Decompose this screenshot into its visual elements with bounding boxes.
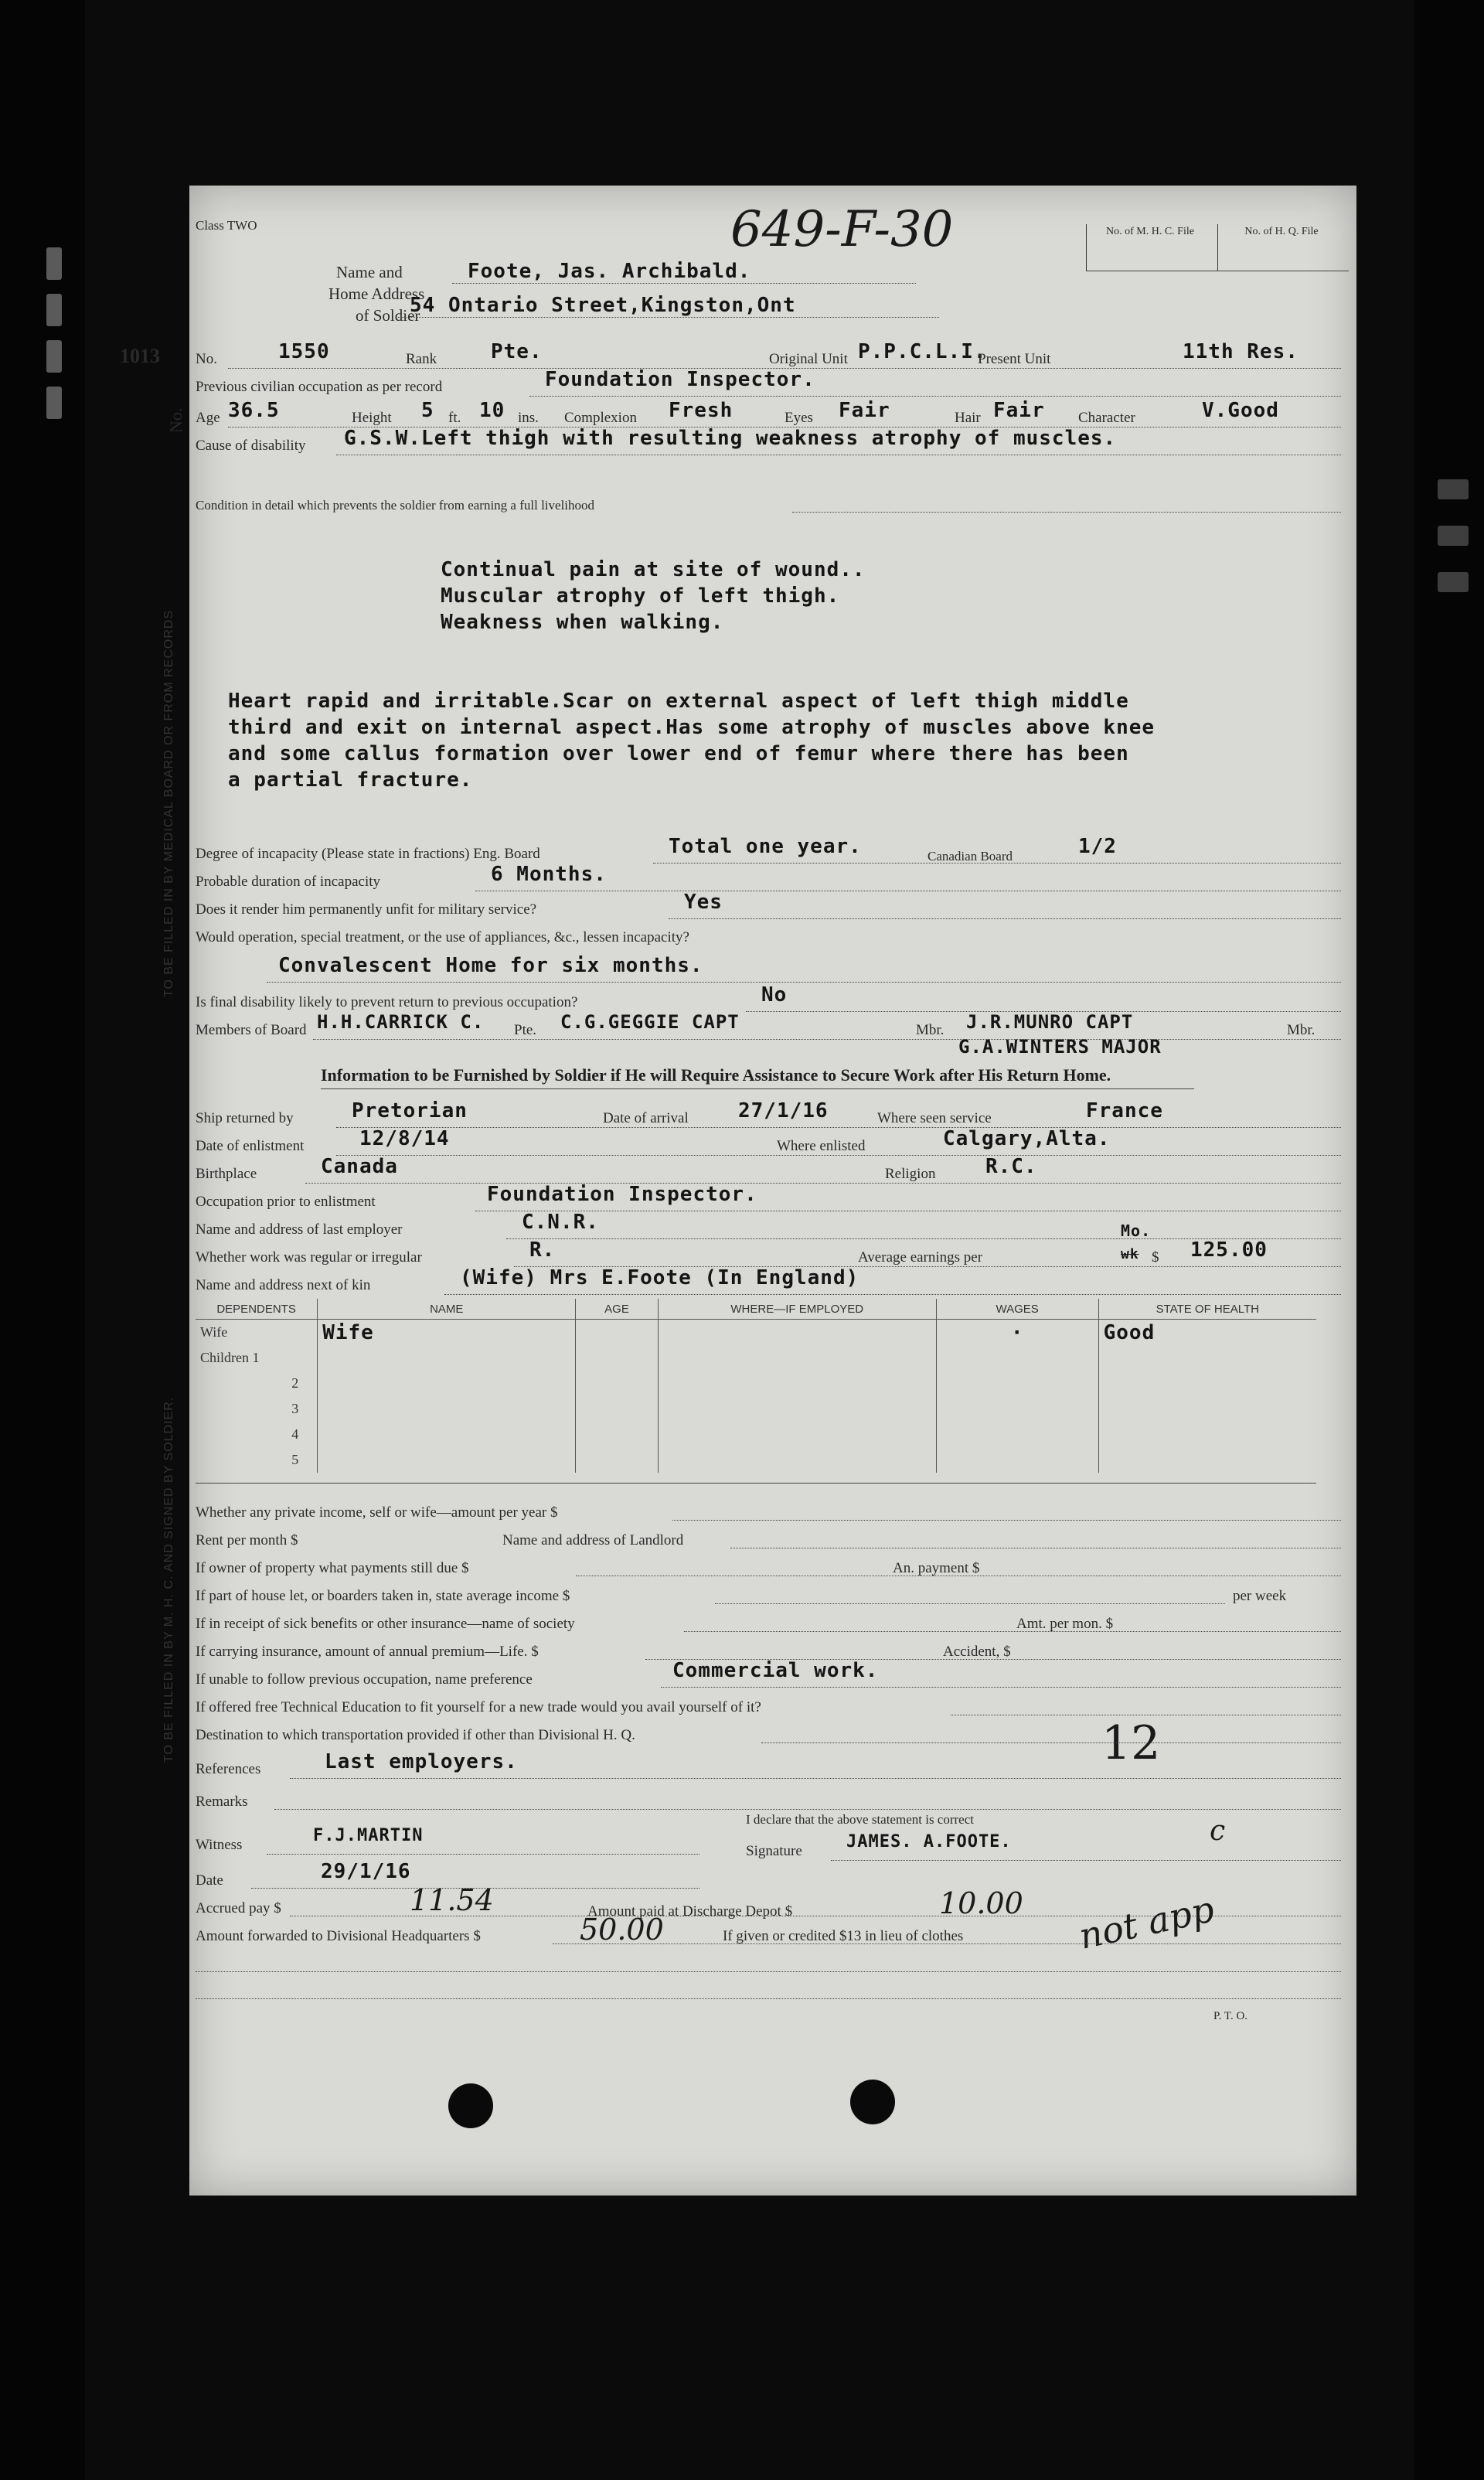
dependent-age <box>576 1371 659 1396</box>
dependent-health <box>1098 1447 1316 1473</box>
condition-line: and some callus formation over lower end of femur where there has been <box>228 742 1129 765</box>
dotted-line <box>684 1631 1341 1632</box>
forwarded-amount: 50.00 <box>580 1913 664 1947</box>
dotted-line <box>553 1943 1341 1944</box>
dependent-wages <box>936 1345 1098 1371</box>
dependent-wages <box>936 1422 1098 1447</box>
document-page <box>120 186 1356 2196</box>
dependent-name <box>318 1447 576 1473</box>
ft-label: ft. <box>448 410 461 426</box>
film-hole <box>1438 479 1469 499</box>
ship: Pretorian <box>352 1099 468 1122</box>
unable-preference: Commercial work. <box>672 1659 879 1682</box>
where-employed-header: WHERE—IF EMPLOYED <box>658 1299 936 1320</box>
dependent-age <box>576 1447 659 1473</box>
dotted-line <box>196 1998 1341 1999</box>
dotted-line <box>715 1603 1225 1604</box>
condition-line: Heart rapid and irritable.Scar on external aspect of left thigh middle <box>228 690 1129 713</box>
dependent-age <box>576 1422 659 1447</box>
arrival: 27/1/16 <box>738 1099 829 1122</box>
prev-occupation: Foundation Inspector. <box>545 368 815 391</box>
references: Last employers. <box>325 1750 518 1773</box>
condition-block-a <box>441 557 866 635</box>
name-header: NAME <box>318 1299 576 1320</box>
member-1: H.H.CARRICK C. <box>317 1011 485 1033</box>
dependent-health <box>1098 1345 1316 1371</box>
table-bottom-rule <box>196 1483 1316 1484</box>
date-label: Date <box>196 1872 223 1889</box>
rank-label: Rank <box>406 351 437 367</box>
condition-line: a partial fracture. <box>228 768 473 792</box>
avg-struck: wk <box>1121 1246 1139 1262</box>
enlist-date-label: Date of enlistment <box>196 1138 305 1154</box>
dotted-line <box>653 863 1341 864</box>
dependents-header: DEPENDENTS <box>196 1299 318 1320</box>
dotted-line <box>336 1127 1341 1128</box>
arrival-label: Date of arrival <box>603 1110 689 1126</box>
discharge-label: Amount paid at Discharge Depot $ <box>587 1903 793 1920</box>
avg-period: Mo. <box>1121 1221 1152 1240</box>
dotted-line <box>444 1294 1341 1295</box>
dependent-age <box>576 1320 659 1346</box>
condition-label: Condition in detail which prevents the soldier from earning a full livelihood <box>196 498 595 513</box>
film-hole <box>46 247 62 280</box>
dotted-line <box>831 1860 1341 1861</box>
dependent-wages <box>936 1396 1098 1422</box>
an-payment-label: An. payment $ <box>893 1560 980 1576</box>
destination-label: Destination to which transportation provided if other than Divisional H. Q. <box>196 1727 635 1743</box>
wages-header: WAGES <box>936 1299 1098 1320</box>
insurance-label: If carrying insurance, amount of annual premium—Life. $ <box>196 1644 539 1660</box>
dependent-where <box>658 1422 936 1447</box>
private-income-label: Whether any private income, self or wife—amount per year $ <box>196 1504 558 1521</box>
birthplace: Canada <box>321 1155 398 1178</box>
pto-label: P. T. O. <box>1213 2010 1248 2022</box>
prev-occupation-label: Previous civilian occupation as per record <box>196 379 443 395</box>
dotted-line <box>672 1520 1341 1521</box>
dependent-name <box>318 1345 576 1371</box>
occupation-label: Occupation prior to enlistment <box>196 1194 376 1210</box>
member-3: J.R.MUNRO CAPT <box>966 1011 1134 1033</box>
dependent-age <box>576 1396 659 1422</box>
height-ft: 5 <box>421 399 434 422</box>
dependent-wages <box>936 1447 1098 1473</box>
dependent-wages: · <box>936 1320 1098 1346</box>
address-label: Home Address <box>328 284 425 303</box>
mbr-label-2: Mbr. <box>1287 1022 1316 1038</box>
where-service-label: Where seen service <box>877 1110 992 1126</box>
witness-label: Witness <box>196 1837 243 1853</box>
file-box-divider <box>1086 224 1087 271</box>
dotted-line <box>313 1039 1341 1040</box>
film-strip-right <box>1414 0 1484 2480</box>
dotted-line <box>529 396 1341 397</box>
table-row <box>196 1396 1316 1422</box>
film-hole <box>46 294 62 326</box>
film-hole <box>46 387 62 419</box>
dependent-name: Wife <box>318 1320 576 1346</box>
dependent-name <box>318 1396 576 1422</box>
file-box-divider <box>1217 224 1218 271</box>
final: No <box>761 983 788 1007</box>
info-heading-underline <box>321 1088 1194 1089</box>
dependent-wages <box>936 1371 1098 1396</box>
row-label: 4 <box>291 1426 299 1442</box>
final-label: Is final disability likely to prevent return to previous occupation? <box>196 994 578 1010</box>
member-2: C.G.GEGGIE CAPT <box>560 1011 740 1033</box>
religion: R.C. <box>985 1155 1037 1178</box>
landlord-label: Name and address of Landlord <box>502 1532 684 1548</box>
dotted-line <box>398 317 939 318</box>
remarks-label: Remarks <box>196 1794 248 1810</box>
canadian-board: 1/2 <box>1078 835 1117 858</box>
operation-label: Would operation, special treatment, or the use of appliances, &c., lessen incapacity? <box>196 929 689 945</box>
discharge-amount: 10.00 <box>939 1886 1023 1920</box>
no-label: No. <box>196 351 217 367</box>
table-row <box>196 1345 1316 1371</box>
unfit-label: Does it render him permanently unfit for military service? <box>196 901 537 918</box>
condition-line: Continual pain at site of wound.. <box>441 558 866 581</box>
rank: Pte. <box>491 340 543 363</box>
signature: JAMES. A.FOOTE. <box>846 1832 1012 1851</box>
film-hole <box>1438 526 1469 546</box>
dependent-where <box>658 1447 936 1473</box>
table-row <box>196 1371 1316 1396</box>
condition-line: third and exit on internal aspect.Has some atrophy of muscles above knee <box>228 716 1156 739</box>
row-label: 5 <box>291 1452 299 1467</box>
soldier-name: Foote, Jas. Archibald. <box>468 260 751 283</box>
dotted-line <box>669 918 1341 919</box>
eng-board: Total one year. <box>669 835 862 858</box>
eyes: Fair <box>839 399 890 422</box>
occupation: Foundation Inspector. <box>487 1183 757 1206</box>
date: 29/1/16 <box>321 1860 411 1883</box>
member-1-suffix: Pte. <box>514 1022 537 1038</box>
dependent-health <box>1098 1371 1316 1396</box>
operation: Convalescent Home for six months. <box>278 954 703 977</box>
avg-earnings: 125.00 <box>1190 1238 1268 1262</box>
class-label: Class TWO <box>196 218 257 233</box>
dependent-where <box>658 1345 936 1371</box>
left-number: 1013 <box>120 345 160 367</box>
info-heading: Information to be Furnished by Soldier if He will Require Assistance to Secure Work after His Return Home. <box>321 1065 1111 1085</box>
handwritten-mark: 12 <box>1101 1716 1161 1770</box>
present-unit: 11th Res. <box>1183 340 1298 363</box>
declaration: I declare that the above statement is correct <box>746 1812 974 1827</box>
dependent-where <box>658 1320 936 1346</box>
dotted-line <box>661 1687 1341 1688</box>
complexion: Fresh <box>669 399 733 422</box>
employer-label: Name and address of last employer <box>196 1221 403 1238</box>
owner-label: If owner of property what payments still due $ <box>196 1560 469 1576</box>
file-number: 649-F-30 <box>730 201 954 258</box>
name-label: Name and <box>336 263 403 281</box>
unfit: Yes <box>684 891 723 914</box>
duration-label: Probable duration of incapacity <box>196 874 381 890</box>
dependent-name <box>318 1422 576 1447</box>
sick-benefits-label: If in receipt of sick benefits or other insurance—name of society <box>196 1616 575 1632</box>
regular: R. <box>529 1238 556 1262</box>
dependent-where <box>658 1396 936 1422</box>
dotted-line <box>196 1971 1341 1972</box>
dotted-line <box>452 283 916 284</box>
original-unit-label: Original Unit <box>769 351 848 367</box>
accident-label: Accident, $ <box>943 1644 1011 1660</box>
dependents-table <box>196 1299 1316 1473</box>
complexion-label: Complexion <box>564 410 637 426</box>
kin: (Wife) Mrs E.Foote (In England) <box>460 1266 859 1289</box>
signature-mark: c <box>1210 1815 1226 1847</box>
dependent-health <box>1098 1422 1316 1447</box>
punch-hole <box>850 2080 895 2124</box>
per-week-label: per week <box>1233 1588 1287 1604</box>
where-service: France <box>1086 1099 1163 1122</box>
height-label: Height <box>352 410 392 426</box>
film-hole <box>46 340 62 373</box>
table-row <box>196 1447 1316 1473</box>
original-unit: P.P.C.L.I. <box>858 340 987 363</box>
dotted-line <box>336 1155 1341 1156</box>
birthplace-label: Birthplace <box>196 1166 257 1182</box>
age-label: Age <box>196 410 220 426</box>
side-text-medical-board: TO BE FILLED IN BY MEDICAL BOARD OR FROM RECORDS <box>162 609 175 997</box>
religion-label: Religion <box>885 1166 936 1182</box>
character: V.Good <box>1202 399 1279 422</box>
mhc-file-header: No. of M. H. C. File <box>1106 226 1194 237</box>
dotted-line <box>267 1854 699 1855</box>
where-enlisted: Calgary,Alta. <box>943 1127 1111 1150</box>
mbr-label: Mbr. <box>916 1022 945 1038</box>
row-label: 2 <box>291 1375 299 1391</box>
table-row <box>196 1422 1316 1447</box>
dotted-line <box>305 1183 1341 1184</box>
rent-label: Rent per month $ <box>196 1532 298 1548</box>
dependent-age <box>576 1345 659 1371</box>
eyes-label: Eyes <box>785 410 813 426</box>
part-house-label: If part of house let, or boarders taken in, state average income $ <box>196 1588 570 1604</box>
side-text-mhc: TO BE FILLED IN BY M. H. C. AND SIGNED BY SOLDIER. <box>162 1396 175 1763</box>
character-label: Character <box>1078 410 1135 426</box>
dependent-health: Good <box>1098 1320 1316 1346</box>
amt-per-mon-label: Amt. per mon. $ <box>1016 1616 1114 1632</box>
condition-line: Weakness when walking. <box>441 611 724 634</box>
degree-label: Degree of incapacity (Please state in fractions) Eng. Board <box>196 846 540 862</box>
side-no-label: No. <box>166 407 186 433</box>
dependent-name <box>318 1371 576 1396</box>
dotted-line <box>290 1778 1341 1779</box>
avg-dollar: $ <box>1152 1249 1159 1266</box>
service-no: 1550 <box>278 340 330 363</box>
where-enlisted-label: Where enlisted <box>777 1138 866 1154</box>
dotted-line <box>792 512 1341 513</box>
row-label: 3 <box>291 1401 299 1416</box>
member-4: G.A.WINTERS MAJOR <box>958 1036 1162 1058</box>
duration: 6 Months. <box>491 863 607 886</box>
film-strip-left <box>0 0 85 2480</box>
hair-label: Hair <box>955 410 981 426</box>
row-label: Wife <box>200 1324 228 1340</box>
clothes-label: If given or credited $13 in lieu of clothes <box>723 1928 964 1944</box>
table-row <box>196 1320 1316 1346</box>
punch-hole <box>448 2083 493 2128</box>
regular-label: Whether work was regular or irregular <box>196 1249 422 1266</box>
signature-label: Signature <box>746 1843 802 1859</box>
row-label: Children 1 <box>200 1350 260 1365</box>
enlist-date: 12/8/14 <box>359 1127 450 1150</box>
canadian-board-label: Canadian Board <box>928 849 1013 864</box>
age-header: AGE <box>576 1299 659 1320</box>
members-label: Members of Board <box>196 1022 307 1038</box>
ins-label: ins. <box>518 410 539 426</box>
unable-label: If unable to follow previous occupation, name preference <box>196 1671 533 1688</box>
height-in: 10 <box>479 399 505 422</box>
film-hole <box>1438 572 1469 592</box>
forwarded-label: Amount forwarded to Divisional Headquarters $ <box>196 1928 481 1944</box>
witness: F.J.MARTIN <box>313 1826 424 1845</box>
employer: C.N.R. <box>522 1211 599 1234</box>
cause: G.S.W.Left thigh with resulting weakness atrophy of muscles. <box>344 427 1117 450</box>
dependents-header-row <box>196 1299 1316 1320</box>
handwritten-note: not app <box>1075 1888 1218 1957</box>
condition-block-b <box>228 688 1155 793</box>
dependent-where <box>658 1371 936 1396</box>
accrued-label: Accrued pay $ <box>196 1900 281 1916</box>
references-label: References <box>196 1761 261 1777</box>
age: 36.5 <box>228 399 280 422</box>
hair: Fair <box>993 399 1045 422</box>
present-unit-label: Present Unit <box>978 351 1051 367</box>
of-soldier-label: of Soldier <box>356 306 420 325</box>
soldier-address: 54 Ontario Street,Kingston,Ont <box>410 294 796 317</box>
accrued-pay: 11.54 <box>410 1883 494 1917</box>
dotted-line <box>274 1809 1341 1810</box>
avg-earnings-label: Average earnings per <box>858 1249 983 1266</box>
hq-file-header: No. of H. Q. File <box>1244 226 1319 237</box>
dependent-health <box>1098 1396 1316 1422</box>
dotted-line <box>267 982 1341 983</box>
cause-label: Cause of disability <box>196 438 306 454</box>
dotted-line <box>761 1742 1341 1743</box>
ship-label: Ship returned by <box>196 1110 294 1126</box>
state-of-health-header: STATE OF HEALTH <box>1098 1299 1316 1320</box>
condition-line: Muscular atrophy of left thigh. <box>441 584 840 608</box>
tech-edu-label: If offered free Technical Education to fit yourself for a new trade would you avail yourself of it? <box>196 1699 761 1715</box>
kin-label: Name and address next of kin <box>196 1277 371 1293</box>
